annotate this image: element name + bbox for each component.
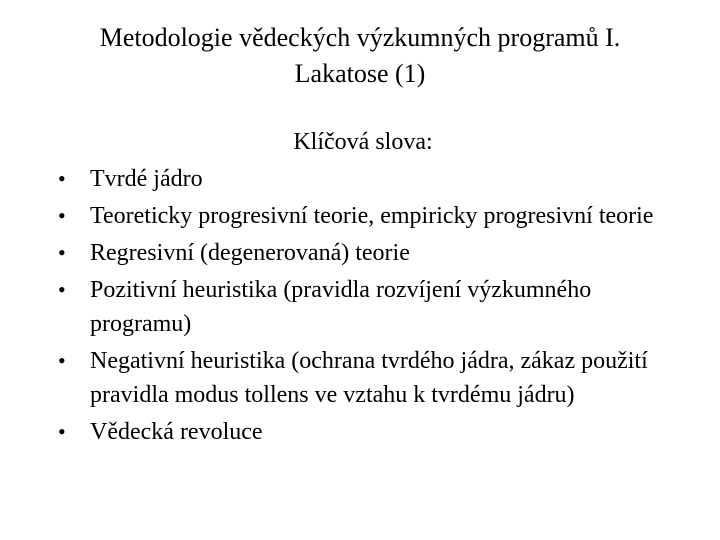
bullet-icon: • xyxy=(58,419,66,444)
bullet-icon: • xyxy=(58,203,66,228)
list-item xyxy=(0,199,720,233)
list-item xyxy=(0,273,720,341)
list-item xyxy=(0,162,720,196)
list-item-text: Regresivní (degenerovaná) teorie xyxy=(90,240,410,266)
list-item-text: Negativní heuristika (ochrana tvrdého jádra, zákaz použití pravidla modus tollens ve vztahu k tvrdému jádru) xyxy=(90,348,648,408)
slide-title: Metodologie vědeckých výzkumných programů I. Lakatose (1) xyxy=(99,23,621,88)
bullet-icon: • xyxy=(58,348,66,373)
list-item xyxy=(0,236,720,270)
list-item-text: Pozitivní heuristika (pravidla rozvíjení výzkumného programu) xyxy=(90,277,592,337)
bullet-icon: • xyxy=(58,166,66,191)
keywords-heading: Klíčová slova: xyxy=(293,129,433,155)
list-item-text: Tvrdé jádro xyxy=(90,166,203,192)
list-item-text: Vědecká revoluce xyxy=(90,419,263,445)
list-item xyxy=(0,415,720,449)
bullet-icon: • xyxy=(58,240,66,265)
list-item-text: Teoreticky progresivní teorie, empiricky progresivní teorie xyxy=(90,203,654,229)
keyword-list xyxy=(0,162,720,452)
bullet-icon: • xyxy=(58,277,66,302)
list-item xyxy=(0,344,720,412)
